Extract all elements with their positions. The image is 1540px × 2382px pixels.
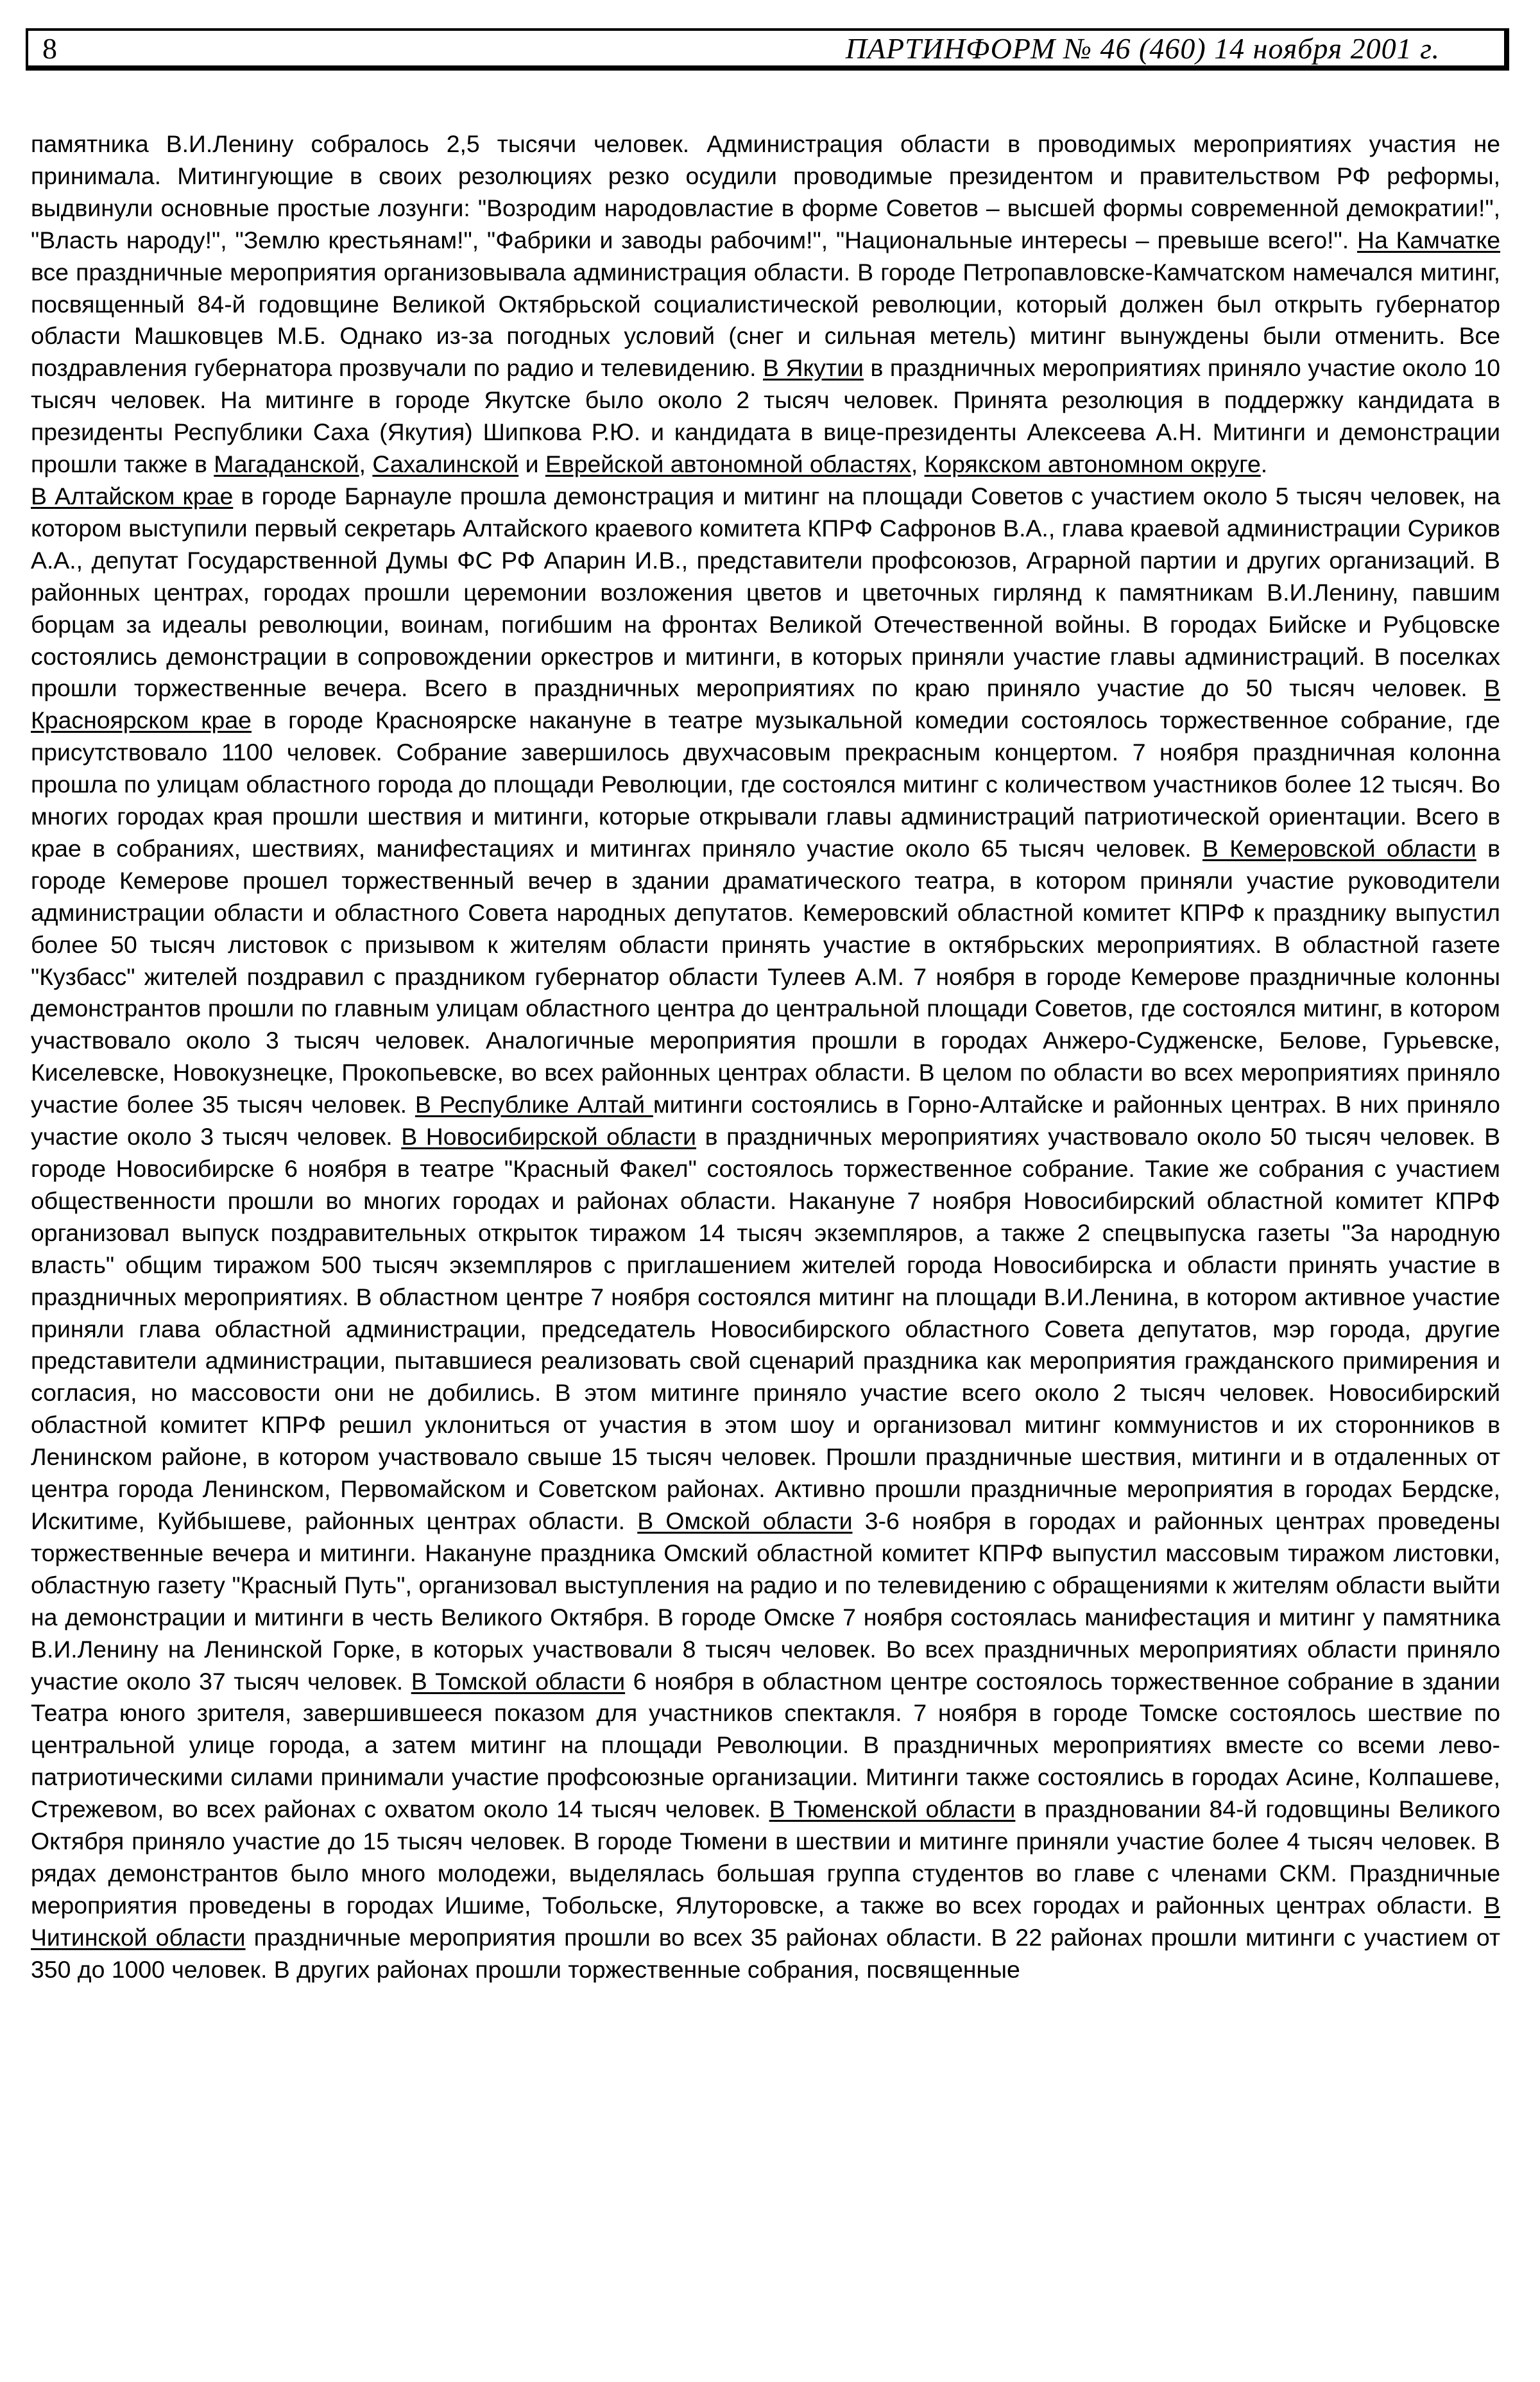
text-run: в праздничных мероприятиях участвовало около 50 тысяч человек. В городе Новосибирске 6 ноября в театре "Красный Факел" состоялось торжественное собрание. Такие же собрания с участием общественности прошли во многих городах и районах области. Накануне 7 ноября Новосибирский областной комитет КПРФ организовал выпуск поздравительных открыток тиражом 14 тысяч экземпляров, а также 2 спецвыпуска газеты "За народную власть" общим тиражом 500 тысяч экземпляров с приглашением жителей города Новосибирска и области принять участие в праздничных мероприятиях. В областном центре 7 ноября состоялся митинг на площади В.И.Ленина, в котором активное участие приняли глава областной администрации, председатель Новосибирского областного Совета депутатов, мэр города, другие представители администрации, пытавшиеся реализовать свой сценарий праздника как мероприятия гражданского примирения и согласия, но массовости они не добились. В этом митинге приняло участие всего около 2 тысяч человек. Новосибирский областной комитет КПРФ решил уклониться от участия в этом шоу и организовал митинг коммунистов и их сторонников в Ленинском районе, в котором участвовало свыше 15 тысяч человек. Прошли праздничные шествия, митинги и в отдаленных от центра города Ленинском, Первомайском и Советском районах. Активно прошли праздничные мероприятия в городах Бердске, Искитиме, Куйбышеве, районных центрах области. [31,1123,1501,1534]
text-run: , [359,450,373,478]
text-run: праздничные мероприятия прошли во всех 35 районах области. В 22 районах прошли митинги с участием от 350 до 1000 человек. В других районах прошли торжественные собрания, посвященные [31,1923,1500,1983]
region-krasnoyarsk: В Красноярском крае [31,674,1500,734]
region-kemerovo: В Кемеровской области [1202,834,1476,862]
text-run: 3-6 ноября в городах и районных центрах проведены торжественные вечера и митинги. Накануне праздника Омский областной комитет КПРФ выпустил массовым тиражом листовки, областную газету "Красный Путь", организовал выступления на радио и по телевидению с обращениями к жителям области выйти на демонстрации и митинги в честь Великого Октября. В городе Омске 7 ноября состоялась манифестация и митинг у памятника В.И.Ленину на Ленинской Горке, в которых участвовали 8 тысяч человек. Во всех праздничных мероприятиях области приняло участие около 37 тысяч человек. [31,1507,1501,1695]
text-run: митинги состоялись в Горно-Алтайске и районных центрах. В них приняло участие около 3 тысяч человек. [31,1091,1500,1151]
text-run: , [911,450,925,478]
region-omsk: В Омской области [637,1507,853,1534]
region-koryak-ao: Корякском автономном округе [924,450,1261,478]
region-novosibirsk: В Новосибирской области [401,1123,697,1151]
page-header [26,28,1509,71]
text-run: в городе Кемерове прошел торжественный вечер в здании драматического театра, в котором приняли участие руководители администрации области и областного Совета народных депутатов. Кемеровский областной комитет КПРФ к празднику выпустил более 50 тысяч листовок с призывом к жителям области принять участие в октябрьских мероприятиях. В областной газете "Кузбасс" жителей поздравил с праздником губернатор области Тулеев А.М. 7 ноября в городе Кемерове праздничные колонны демонстрантов прошли по главным улицам областного центра до центральной площади Советов, где состоялся митинг, в котором участвовало около 3 тысяч человек. Аналогичные мероприятия прошли в городах Анжеро-Судженске, Белове, Гурьевске, Киселевске, Новокузнецке, Прокопьевске, во всех районных центрах области. В целом по области во всех мероприятиях приняло участие более 35 тысяч человек. [31,834,1500,1118]
region-altai-krai: В Алтайском крае [31,482,234,510]
text-run: 6 ноября в областном центре состоялось торжественное собрание в здании Театра юного зрителя, завершившееся показом для участников спектакля. 7 ноября в городе Томске состоялось шествие по центральной улице города, а затем митинг на площади Революции. В праздничных мероприятиях вместе со всеми лево-патриотическими силами принимали участие профсоюзные организации. Митинги также состоялись в городах Асине, Колпашеве, Стрежевом, во всех районах с охватом около 14 тысяч человек. [31,1667,1500,1823]
text-run: в праздничных мероприятиях приняло участие около 10 тысяч человек. На митинге в городе Якутске было около 2 тысяч человек. Принята резолюция в поддержку кандидата в президенты Республики Саха (Якутия) Шипкова Р.Ю. и кандидата в вице-президенты Алексеева А.Н. Митинги и демонстрации прошли также в [31,354,1501,478]
text-run: памятника В.И.Ленину собралось 2,5 тысячи человек. Администрация области в проводимых мероприятиях участия не принимала. Митингующие в своих резолюциях резко осудили проводимые президентом и правительством РФ реформы, выдвинули основные простые лозунги: "Возродим народовластие в форме Советов – высшей формы современной демократии!", "Власть народу!", "Землю крестьянам!", "Фабрики и заводы рабочим!", "Национальные интересы – превыше всего!". [31,130,1500,253]
text-run: в городе Красноярске накануне в театре музыкальной комедии состоялось торжественное собрание, где присутствовало 1100 человек. Собрание завершилось двухчасовым прекрасным концертом. 7 ноября праздничная колонна прошла по улицам областного города до площади Революции, где состоялся митинг с количеством участников более 12 тысяч. Во многих городах края прошли шествия и митинги, которые открывали главы администраций патриотической ориентации. Всего в крае в собраниях, шествиях, манифестациях и митингах приняло участие около 65 тысяч человек. [31,707,1500,862]
region-tomsk: В Томской области [411,1667,626,1695]
region-yakutia: В Якутии [763,354,864,382]
region-jewish-ao: Еврейской автономной областях [545,450,911,478]
issue-title: ПАРТИНФОРМ № 46 (460) 14 ноября 2001 г. [845,32,1440,65]
text-run: все праздничные мероприятия организовывала администрация области. В городе Петропавловске-Камчатском намечался митинг, посвященный 84-й годовщине Великой Октябрьской социалистической революции, который должен был открыть губернатор области Машковцев М.Б. Однако из-за погодных условий (снег и сильная метель) митинг вынуждены были отменить. Все поздравления губернатора прозвучали по радио и телевидению. [31,258,1500,382]
article-body [31,128,1500,1986]
region-chita: В Читинской области [31,1891,1500,1951]
paragraph-2 [31,481,1500,1986]
region-kamchatka: На Камчатке [1356,226,1500,253]
paragraph-1 [31,128,1500,481]
region-sakhalin: Сахалинской [372,450,519,478]
text-run: в праздновании 84-й годовщины Великого Октября приняло участие до 15 тысяч человек. В городе Тюмени в шествии и митинге приняли участие более 4 тысяч человек. В рядах демонстрантов было много молодежи, выделялась большая группа студентов во главе с членами СКМ. Праздничные мероприятия проведены в городах Ишиме, Тобольске, Ялуторовске, а также во всех городах и районных центрах области. [31,1795,1500,1919]
page-number: 8 [42,32,57,65]
region-altai-republic: В Республике Алтай [415,1091,653,1118]
text-run: . [1260,450,1268,478]
region-tyumen: В Тюменской области [769,1795,1016,1823]
text-run: в городе Барнауле прошла демонстрация и митинг на площади Советов с участием около 5 тысяч человек, на котором выступили первый секретарь Алтайского краевого комитета КПРФ Сафронов В.А., глава краевой администрации Суриков А.А., депутат Государственной Думы ФС РФ Апарин И.В., представители профсоюзов, Аграрной партии и других организаций. В районных центрах, городах прошли церемонии возложения цветов и цветочных гирлянд к памятникам В.И.Ленину, павшим борцам за идеалы революции, воинам, погибшим на фронтах Великой Отечественной войны. В городах Бийске и Рубцовске состоялись демонстрации в сопровождении оркестров и митинги, в которых приняли участие главы администраций. В поселках прошли торжественные вечера. Всего в праздничных мероприятиях по краю приняло участие до 50 тысяч человек. [31,482,1500,702]
text-run: и [518,450,545,478]
region-magadan: Магаданской [214,450,359,478]
